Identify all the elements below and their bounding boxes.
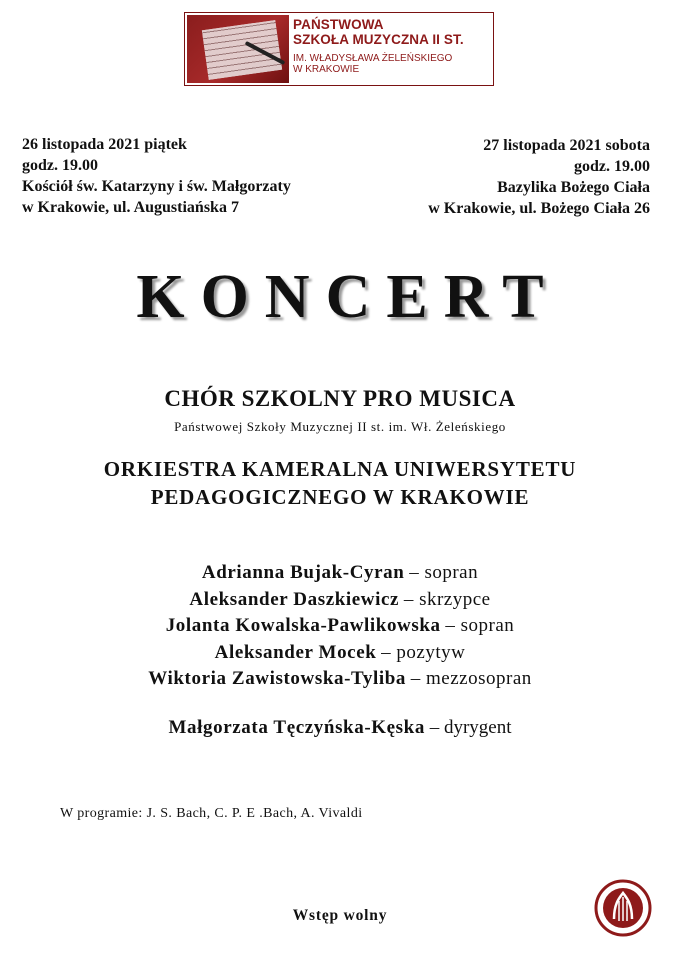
venue-right: [428, 135, 650, 219]
performer-name: Wiktoria Zawistowska-Tyliba: [148, 668, 407, 689]
performer: [0, 560, 680, 587]
school-logo: [184, 12, 494, 86]
orchestra-line-2: PEDAGOGICZNEGO W KRAKOWIE: [150, 485, 530, 509]
performer: [0, 640, 680, 667]
conductor-name: Małgorzata Tęczyńska-Kęska: [168, 717, 425, 738]
venue-left-address: w Krakowie, ul. Augustiańska 7: [22, 199, 239, 216]
performer-name: Aleksander Daszkiewicz: [189, 588, 400, 610]
performer-name: Adrianna Bujak-Cyran: [201, 562, 405, 583]
venue-right-date: 27 listopada 2021 sobota: [483, 137, 650, 154]
performers-list: [0, 560, 680, 693]
performer-role: – sopran: [445, 615, 515, 636]
venue-right-address: w Krakowie, ul. Bożego Ciała 26: [428, 200, 650, 217]
entry-info: Wstęp wolny: [292, 907, 388, 924]
performer: [0, 587, 680, 614]
logo-line-1: PAŃSTWOWA: [293, 17, 384, 32]
venue-left-date: 26 listopada 2021 piątek: [22, 136, 187, 153]
logo-text: [293, 17, 464, 75]
sheet-music-image: [202, 20, 282, 80]
logo-line-2: SZKOŁA MUZYCZNA II ST.: [293, 32, 464, 47]
venue-right-place: Bazylika Bożego Ciała: [497, 179, 650, 196]
logo-photo-sheet-music: [187, 15, 289, 83]
venue-right-time: godz. 19.00: [574, 158, 650, 175]
performer: [0, 666, 680, 693]
performer: [0, 613, 680, 640]
conductor: [0, 717, 680, 739]
logo-line-3: IM. WŁADYSŁAWA ŻELEŃSKIEGO: [293, 53, 453, 64]
orchestra-name: [0, 455, 680, 511]
performer-name: Jolanta Kowalska-Pawlikowska: [165, 615, 441, 636]
seal-emblem-icon: [594, 879, 652, 937]
orchestra-line-1: ORKIESTRA KAMERALNA UNIWERSYTETU: [103, 457, 577, 481]
performer-name: Aleksander Mocek: [214, 641, 377, 663]
performer-role: – mezzosopran: [410, 668, 532, 689]
logo-line-4: W KRAKOWIE: [293, 64, 360, 75]
page-title: KONCERT: [136, 263, 560, 331]
choir-subtitle: Państwowej Szkoły Muzycznej II st. im. Wł. Żeleńskiego: [174, 419, 506, 434]
venue-left: [22, 134, 291, 218]
program-info: W programie: J. S. Bach, C. P. E .Bach, A. Vivaldi: [60, 806, 363, 821]
performer-role: – sopran: [409, 562, 479, 583]
performer-role: – pozytyw: [381, 641, 466, 663]
venue-left-place: Kościół św. Katarzyny i św. Małgorzaty: [22, 178, 291, 195]
venue-left-time: godz. 19.00: [22, 157, 98, 174]
conductor-role: – dyrygent: [429, 717, 512, 738]
performer-role: – skrzypce: [403, 588, 491, 610]
choir-name: CHÓR SZKOLNY PRO MUSICA: [164, 386, 516, 411]
